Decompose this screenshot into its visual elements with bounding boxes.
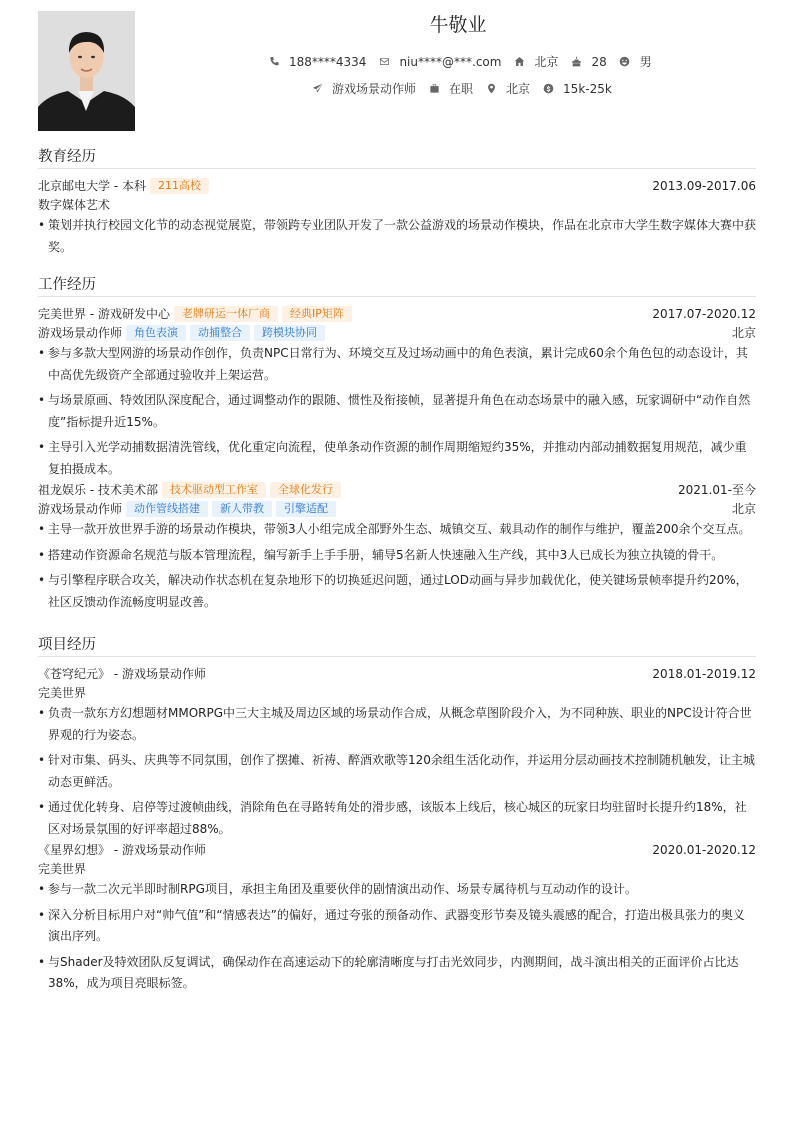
company-tag: 老牌研运一体厂商 [174, 306, 278, 322]
education-header [38, 177, 756, 196]
coin-icon [542, 83, 554, 95]
job-role-line [38, 500, 756, 519]
list-item: • 参与一款二次元半即时制RPG项目，承担主角团及重要伙伴的剧情演出动作、场景专属待机与互动动作的设计。 [38, 879, 756, 901]
company-name: 完美世界 - 游戏研发中心 [38, 307, 170, 321]
home-icon [513, 56, 525, 68]
location-pin-icon [485, 83, 497, 95]
contact-info-row [268, 53, 664, 70]
list-item: • 策划并执行校园文化节的动态视觉展览，带领跨专业团队开发了一款公益游戏的场景动作模块，作品在北京市大学生数字媒体大赛中获奖。 [38, 215, 756, 258]
list-item: • 参与多款大型网游的场景动作创作，负责NPC日常行为、环境交互及过场动画中的角色表演，累计完成60余个角色包的动态设计，其中高优先级资产全部通过验收并上架运营。 [38, 343, 756, 386]
age-item [570, 55, 606, 69]
skill-tag: 动捕整合 [190, 325, 250, 341]
status-item [428, 80, 473, 97]
candidate-name: 牛敬业 [429, 14, 487, 36]
list-item: • 与引擎程序联合攻关，解决动作状态机在复杂地形下的切换延迟问题，通过LOD动画与异步加载优化，使关键场景帧率提升约20%，社区反馈动作流畅度明显改善。 [38, 570, 756, 613]
list-item: • 与Shader及特效团队反复调试，确保动作在高速运动下的轮廓清晰度与打击光效同步，内测期间，战斗演出相关的正面评价占比达38%，成为项目亮眼标签。 [38, 952, 756, 995]
briefcase-icon [428, 83, 440, 95]
gender-text: 男 [639, 55, 652, 69]
section-title: 工作经历 [38, 277, 756, 297]
list-item: • 主导一款开放世界手游的场景动作模块，带领3人小组完成全部野外生态、城镇交互、载具动作的制作与维护，覆盖200余个交互点。 [38, 519, 756, 541]
profile-photo [38, 11, 135, 131]
project-date: 2018.01-2019.12 [652, 667, 756, 681]
major: 数字媒体艺术 [38, 198, 111, 212]
home-item [513, 53, 558, 70]
mail-icon [378, 56, 390, 68]
job-header [38, 481, 756, 500]
job-role: 游戏场景动作师 [38, 502, 123, 516]
skill-tag: 角色表演 [126, 325, 186, 341]
skill-tag: 跨模块协同 [254, 325, 325, 341]
list-item: • 针对市集、码头、庆典等不同氛围，创作了摆摊、祈祷、醉酒欢歌等120余组生活化动作，并运用分层动画技术控制随机触发，让主城动态更鲜活。 [38, 750, 756, 793]
phone-item [268, 55, 366, 69]
skill-tag: 动作管线搭建 [126, 501, 208, 517]
salary-text: 15k-25k [563, 81, 612, 96]
list-item: • 搭建动作资源命名规范与版本管理流程，编写新手上手手册，辅导5名新人快速融入生产线，其中3人已成长为独立执镜的骨干。 [38, 545, 756, 567]
age-text: 28 [591, 54, 607, 69]
home-text: 北京 [534, 55, 559, 69]
section-title: 项目经历 [38, 637, 756, 657]
company-tag: 经典IP矩阵 [282, 306, 352, 322]
job-role-line [38, 324, 756, 343]
job-date: 2021.01-至今 [678, 483, 756, 497]
gender-item [619, 53, 652, 70]
list-item: • 通过优化转身、启停等过渡帧曲线，消除角色在寻路转角处的滑步感，该版本上线后，核心城区的玩家日均驻留时长提升约18%，社区对场景氛围的好评率超过88%。 [38, 797, 756, 840]
company-name: 祖龙娱乐 - 技术美术部 [38, 483, 158, 497]
list-item: • 主导引入光学动捕数据清洗管线，优化重定向流程，使单条动作资源的制作周期缩短约35%，并推动内部动捕数据复用规范，减少重复拍摄成本。 [38, 437, 756, 480]
location-item [485, 80, 530, 97]
job-date: 2017.07-2020.12 [652, 307, 756, 321]
cake-icon [570, 56, 582, 68]
list-item: • 与场景原画、特效团队深度配合，通过调整动作的跟随、惯性及衔接帧，显著提升角色在动态场景中的融入感，玩家调研中“动作自然度”指标提升近15%。 [38, 390, 756, 433]
job-header [38, 305, 756, 324]
company-tag: 全球化发行 [270, 482, 341, 498]
phone-icon [268, 56, 280, 68]
school-tag: 211高校 [150, 178, 209, 194]
project-name: 《星界幻想》 - 游戏场景动作师 [38, 843, 206, 857]
email-item [378, 55, 501, 69]
list-item: • 深入分析目标用户对“帅气值”和“情感表达”的偏好，通过夸张的预备动作、武器变形节奏及镜头震感的配合，打造出极具张力的奥义演出序列。 [38, 905, 756, 948]
projects-section [38, 637, 756, 999]
project-header [38, 665, 756, 684]
status-text: 在职 [449, 82, 474, 96]
project-date: 2020.01-2020.12 [652, 843, 756, 857]
position-item [311, 80, 416, 97]
smiley-icon [619, 56, 631, 68]
education-section [38, 149, 756, 262]
education-date: 2013.09-2017.06 [652, 179, 756, 193]
phone-text: 188****4334 [289, 54, 367, 69]
project-name: 《苍穹纪元》 - 游戏场景动作师 [38, 667, 206, 681]
skill-tag: 新人带教 [212, 501, 272, 517]
work-section [38, 277, 756, 617]
job-city: 北京 [731, 326, 756, 340]
salary-item [542, 82, 612, 96]
email-text: niu****@***.com [399, 54, 502, 69]
job-info-row [311, 80, 624, 97]
location-text: 北京 [506, 82, 531, 96]
job-role: 游戏场景动作师 [38, 326, 123, 340]
company-tag: 技术驱动型工作室 [162, 482, 266, 498]
list-item: • 负责一款东方幻想题材MMORPG中三大主城及周边区域的场景动作合成，从概念草图阶段介入，为不同种族、职业的NPC设计符合世界观的行为姿态。 [38, 703, 756, 746]
send-icon [311, 83, 323, 95]
school-name: 北京邮电大学 - 本科 [38, 179, 146, 193]
position-text: 游戏场景动作师 [332, 82, 417, 96]
section-title: 教育经历 [38, 149, 756, 169]
project-header [38, 841, 756, 860]
project-company: 完美世界 [38, 862, 87, 876]
project-company: 完美世界 [38, 686, 87, 700]
job-city: 北京 [731, 502, 756, 516]
skill-tag: 引擎适配 [276, 501, 336, 517]
